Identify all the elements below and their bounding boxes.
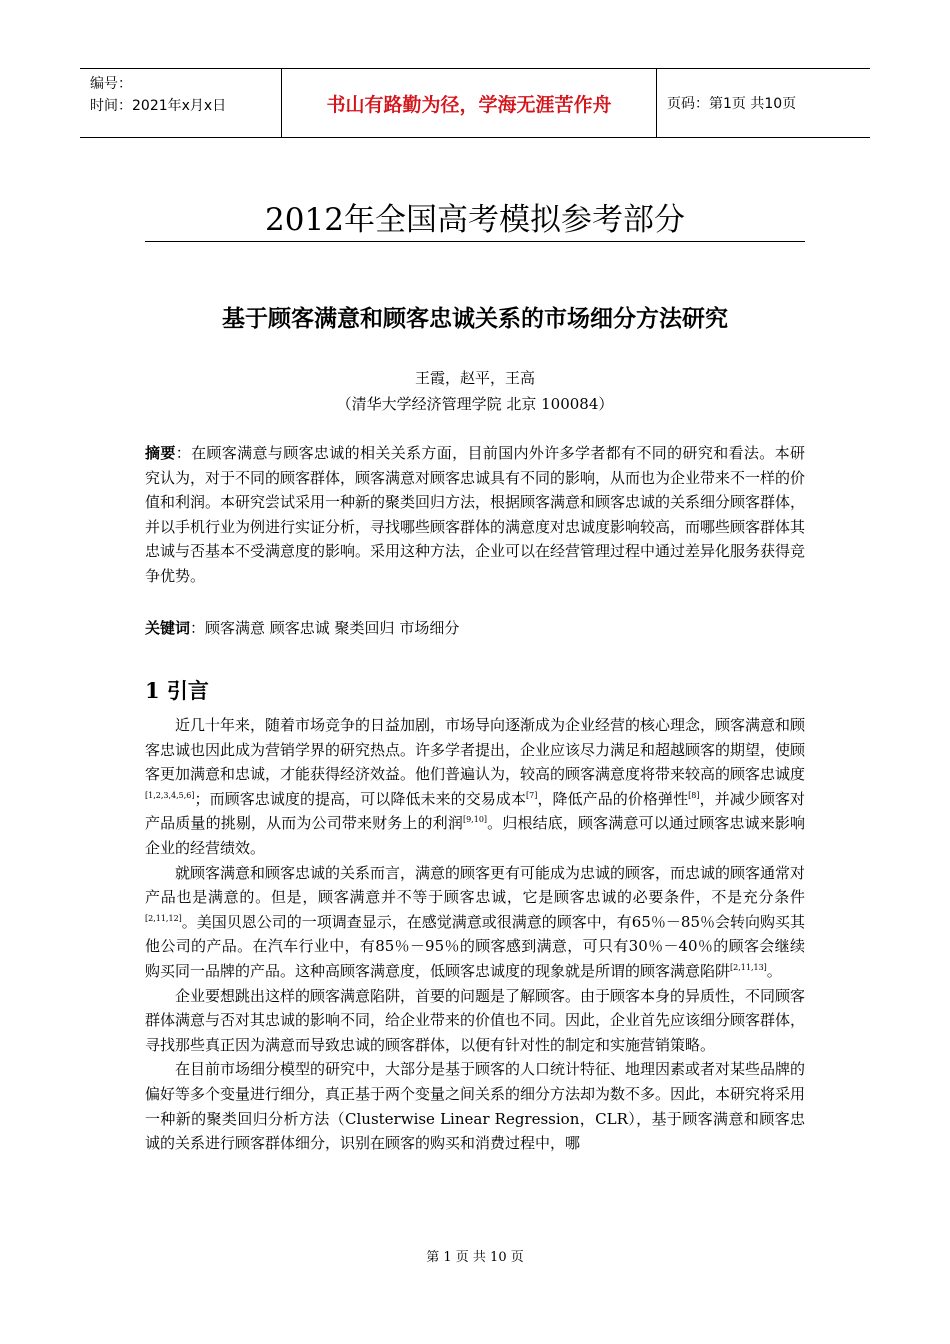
text-run: 近几十年来，随着市场竞争的日益加剧，市场导向逐渐成为企业经营的核心理念，顾客满意和顾客忠诚也因此成为营销学界的研究热点。许多学者提出，企业应该尽力满足和超越顾客的期望，使顾客更加满意和忠诚，才能获得经济效益。他们普遍认为，较高的顾客满意度将带来较高的顾客忠诚度 [145,716,806,784]
citation: [9,10] [462,815,488,825]
citation: [2,11,13] [730,962,767,972]
paper-affiliation: （清华大学经济管理学院 北京 100084） [336,395,614,413]
keywords [145,616,805,640]
abstract-label: 摘要 [145,444,176,462]
keywords-text: ：顾客满意 顾客忠诚 聚类回归 市场细分 [190,619,460,637]
abstract-text: ：在顾客满意与顾客忠诚的相关关系方面，目前国内外许多学者都有不同的研究和看法。本研究认为，对于不同的顾客群体，顾客满意对顾客忠诚具有不同的影响，从而也为企业带来不一样的价值和利润。本研究尝试采用一种新的聚类回归方法，根据顾客满意和顾客忠诚的关系细分顾客群体，并以手机行业为例进行实证分析，寻找哪些顾客群体的满意度对忠诚度影响较高，而哪些顾客群体其忠诚与否基本不受满意度的影响。采用这种方法，企业可以在经营管理过程中通过差异化服务获得竞争优势。 [145,444,806,585]
text-run: ，并减少顾客对产品质量的挑剔，从而为公司带来财务上的利润 [145,789,805,833]
text-run: 。归根结底，顾客满意可以通过顾客忠诚来影响企业的经营绩效。 [145,814,805,857]
paragraph-4: 在目前市场细分模型的研究中，大部分是基于顾客的人口统计特征、地理因素或者对某些品牌的偏好等多个变量进行细分，真正基于两个变量之间关系的细分方法却为数不多。因此，本研究将采用一种新的聚类回归分析方法（Clusterwise Linear Regression，CLR），基于顾客满意和顾客忠诚的关系进行顾客群体细分，识别在顾客的购买和消费过程中，哪 [145,1060,806,1153]
citation: [7] [526,790,538,800]
text-run: 。美国贝恩公司的一项调查显示，在感觉满意或很满意的顾客中，有65％－85％会转向购买其他公司的产品。在汽车行业中，有85％－95％的顾客感到满意，可只有30％－40％的顾客会继续购买同一品牌的产品。这种高顾客满意度，低顾客忠诚度的现象就是所谓的顾客满意陷阱 [145,912,805,980]
text-run: 就顾客满意和顾客忠诚的关系而言，满意的顾客更有可能成为忠诚的顾客，而忠诚的顾客通常对产品也是满意的。但是，顾客满意并不等于顾客忠诚，它是顾客忠诚的必要条件，不是充分条件 [145,863,806,907]
page-footer: 第 1 页 共 10 页 [426,1250,524,1265]
text-run: 。 [766,961,782,980]
header-page-info: 页码：第1页 共10页 [667,96,797,112]
citation: [1,2,3,4,5,6] [145,790,195,800]
paragraph-1 [145,713,805,861]
citation: [2,11,12] [145,913,182,923]
section-body [145,713,805,1156]
page-header [80,68,870,138]
header-motto: 书山有路勤为径，学海无涯苦作舟 [281,69,657,137]
paper-title: 基于顾客满意和顾客忠诚关系的市场细分方法研究 [222,305,728,332]
time-label: 时间：2021年x月x日 [90,98,227,114]
text-run: ，降低产品的价格弹性 [537,789,689,808]
main-title: 2012年全国高考模拟参考部分 [145,200,805,242]
paper-authors: 王霞，赵平，王高 [414,369,535,387]
header-meta [80,69,281,137]
paragraph-3: 企业要想跳出这样的顾客满意陷阱，首要的问题是了解顾客。由于顾客本身的异质性，不同顾客群体满意与否对其忠诚的影响不同，给企业带来的价值也不同。因此，企业首先应该细分顾客群体，寻找那些真正因为满意而导致忠诚的顾客群体，以便有针对性的制定和实施营销策略。 [145,986,806,1054]
keywords-label: 关键词 [145,619,191,637]
number-label: 编号： [90,76,132,92]
text-run: ；而顾客忠诚度的提高，可以降低未来的交易成本 [194,789,527,808]
abstract [145,441,805,588]
citation: [8] [688,790,700,800]
section-heading: 1 引言 [145,678,209,703]
paragraph-2 [145,861,805,984]
